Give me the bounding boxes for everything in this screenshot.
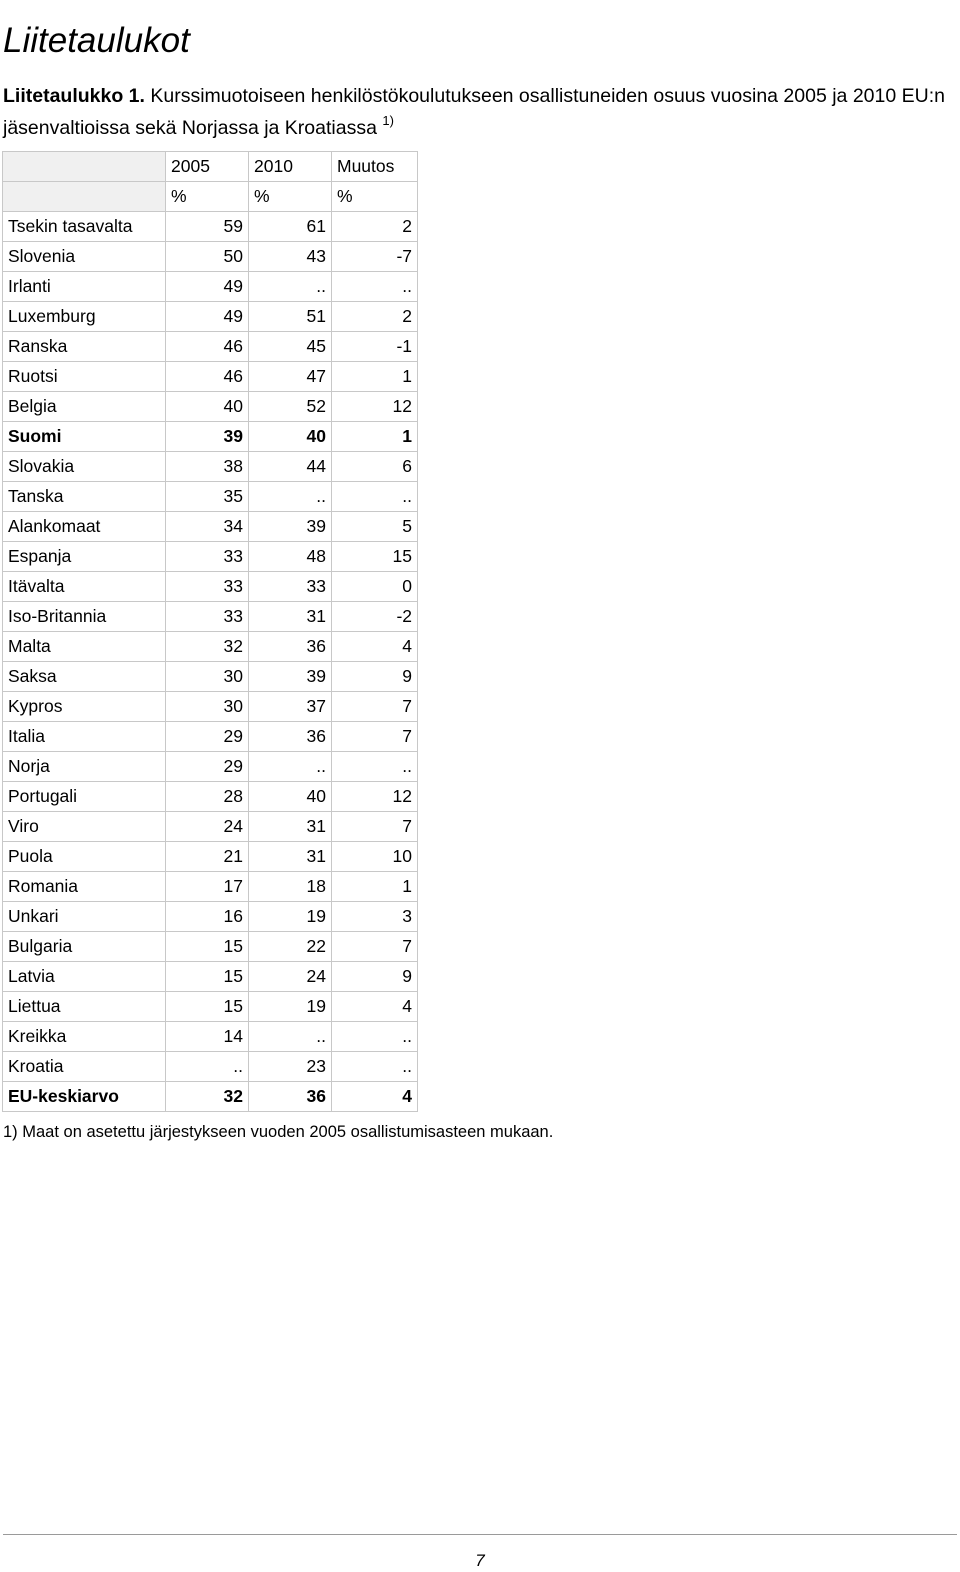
- page-footer-rule: [3, 1534, 957, 1535]
- table-row: [3, 632, 418, 662]
- country-cell: Luxemburg: [3, 302, 166, 332]
- value-2010-cell: 31: [249, 602, 332, 632]
- value-2010-cell: 37: [249, 692, 332, 722]
- table-row: [3, 602, 418, 632]
- data-table: [2, 151, 418, 1112]
- table-row: [3, 332, 418, 362]
- value-2005-cell: 49: [166, 272, 249, 302]
- value-2005-cell: 46: [166, 332, 249, 362]
- data-table-body: [3, 152, 418, 1112]
- page-number: 7: [475, 1551, 485, 1570]
- value-2010-cell: ..: [249, 752, 332, 782]
- change-cell: ..: [332, 1052, 418, 1082]
- country-cell: Tsekin tasavalta: [3, 212, 166, 242]
- value-2005-cell: 29: [166, 752, 249, 782]
- country-cell: Italia: [3, 722, 166, 752]
- country-cell: Slovakia: [3, 452, 166, 482]
- value-2005-cell: 14: [166, 1022, 249, 1052]
- change-cell: 0: [332, 572, 418, 602]
- value-2005-cell: 17: [166, 872, 249, 902]
- country-cell: Alankomaat: [3, 512, 166, 542]
- table-row: [3, 1082, 418, 1112]
- table-row: [3, 932, 418, 962]
- value-2010-cell: 31: [249, 842, 332, 872]
- country-cell: Portugali: [3, 782, 166, 812]
- change-cell: 1: [332, 872, 418, 902]
- country-cell: Malta: [3, 632, 166, 662]
- table-row: [3, 362, 418, 392]
- value-2005-cell: 49: [166, 302, 249, 332]
- change-cell: 1: [332, 362, 418, 392]
- table-row: [3, 302, 418, 332]
- value-2005-cell: 15: [166, 932, 249, 962]
- table-row: [3, 512, 418, 542]
- change-cell: 7: [332, 722, 418, 752]
- header-row-years: [3, 152, 418, 182]
- page-title: Liitetaulukot: [3, 21, 190, 61]
- value-2010-cell: 36: [249, 632, 332, 662]
- table-row: [3, 992, 418, 1022]
- change-cell: 2: [332, 302, 418, 332]
- country-cell: Iso-Britannia: [3, 602, 166, 632]
- change-cell: 12: [332, 782, 418, 812]
- country-cell: Viro: [3, 812, 166, 842]
- change-cell: -7: [332, 242, 418, 272]
- header-corner: [3, 152, 166, 182]
- change-cell: 4: [332, 992, 418, 1022]
- table-caption: [3, 80, 953, 144]
- country-cell: Itävalta: [3, 572, 166, 602]
- value-2010-cell: 48: [249, 542, 332, 572]
- country-cell: Slovenia: [3, 242, 166, 272]
- change-cell: -2: [332, 602, 418, 632]
- header-unit-2005: %: [166, 182, 249, 212]
- change-cell: 3: [332, 902, 418, 932]
- country-cell: EU-keskiarvo: [3, 1082, 166, 1112]
- table-row: [3, 872, 418, 902]
- country-cell: Unkari: [3, 902, 166, 932]
- value-2010-cell: 40: [249, 422, 332, 452]
- value-2010-cell: 47: [249, 362, 332, 392]
- change-cell: 9: [332, 962, 418, 992]
- change-cell: ..: [332, 272, 418, 302]
- value-2010-cell: 45: [249, 332, 332, 362]
- value-2005-cell: 15: [166, 992, 249, 1022]
- country-cell: Espanja: [3, 542, 166, 572]
- table-caption-lead: Liitetaulukko 1.: [3, 85, 145, 107]
- table-row: [3, 662, 418, 692]
- value-2005-cell: 32: [166, 1082, 249, 1112]
- table-caption-text: Kurssimuotoiseen henkilöstökoulutukseen osallistuneiden osuus vuosina 2005 ja 2010 EU:n jäsenvaltioissa sekä Norjassa ja Kroatiassa: [3, 85, 945, 139]
- change-cell: ..: [332, 752, 418, 782]
- header-year-2005: 2005: [166, 152, 249, 182]
- change-cell: 1: [332, 422, 418, 452]
- table-row: [3, 452, 418, 482]
- table-row: [3, 392, 418, 422]
- value-2005-cell: 33: [166, 542, 249, 572]
- change-cell: 2: [332, 212, 418, 242]
- value-2005-cell: 39: [166, 422, 249, 452]
- table-row: [3, 1052, 418, 1082]
- country-cell: Kypros: [3, 692, 166, 722]
- value-2010-cell: 36: [249, 722, 332, 752]
- change-cell: 7: [332, 932, 418, 962]
- change-cell: -1: [332, 332, 418, 362]
- table-row: [3, 692, 418, 722]
- country-cell: Bulgaria: [3, 932, 166, 962]
- change-cell: 10: [332, 842, 418, 872]
- value-2005-cell: 28: [166, 782, 249, 812]
- country-cell: Suomi: [3, 422, 166, 452]
- footnote: 1) Maat on asetettu järjestykseen vuoden 2005 osallistumisasteen mukaan.: [3, 1123, 554, 1141]
- value-2010-cell: 40: [249, 782, 332, 812]
- country-cell: Irlanti: [3, 272, 166, 302]
- country-cell: Puola: [3, 842, 166, 872]
- table-row: [3, 782, 418, 812]
- header-unit-change: %: [332, 182, 418, 212]
- table-row: [3, 212, 418, 242]
- value-2005-cell: 15: [166, 962, 249, 992]
- value-2010-cell: 33: [249, 572, 332, 602]
- value-2005-cell: 30: [166, 692, 249, 722]
- value-2005-cell: 21: [166, 842, 249, 872]
- table-row: [3, 422, 418, 452]
- value-2010-cell: 39: [249, 512, 332, 542]
- table-row: [3, 842, 418, 872]
- value-2010-cell: ..: [249, 1022, 332, 1052]
- value-2010-cell: 22: [249, 932, 332, 962]
- value-2010-cell: 36: [249, 1082, 332, 1112]
- country-cell: Tanska: [3, 482, 166, 512]
- change-cell: ..: [332, 1022, 418, 1052]
- value-2005-cell: 29: [166, 722, 249, 752]
- value-2005-cell: 30: [166, 662, 249, 692]
- value-2010-cell: 44: [249, 452, 332, 482]
- value-2010-cell: 31: [249, 812, 332, 842]
- table-row: [3, 722, 418, 752]
- value-2005-cell: 50: [166, 242, 249, 272]
- value-2005-cell: ..: [166, 1052, 249, 1082]
- table-row: [3, 812, 418, 842]
- header-corner-units: [3, 182, 166, 212]
- value-2010-cell: 23: [249, 1052, 332, 1082]
- change-cell: 4: [332, 1082, 418, 1112]
- country-cell: Belgia: [3, 392, 166, 422]
- country-cell: Kreikka: [3, 1022, 166, 1052]
- value-2010-cell: 19: [249, 902, 332, 932]
- header-year-2010: 2010: [249, 152, 332, 182]
- footnote-reference: 1): [382, 113, 394, 128]
- table-row: [3, 1022, 418, 1052]
- value-2010-cell: 18: [249, 872, 332, 902]
- header-unit-2010: %: [249, 182, 332, 212]
- value-2010-cell: 51: [249, 302, 332, 332]
- value-2010-cell: 61: [249, 212, 332, 242]
- value-2010-cell: 39: [249, 662, 332, 692]
- country-cell: Liettua: [3, 992, 166, 1022]
- value-2005-cell: 40: [166, 392, 249, 422]
- value-2010-cell: ..: [249, 482, 332, 512]
- value-2010-cell: 43: [249, 242, 332, 272]
- header-change: Muutos: [332, 152, 418, 182]
- value-2005-cell: 33: [166, 572, 249, 602]
- value-2005-cell: 59: [166, 212, 249, 242]
- change-cell: 4: [332, 632, 418, 662]
- change-cell: 5: [332, 512, 418, 542]
- value-2005-cell: 34: [166, 512, 249, 542]
- value-2005-cell: 33: [166, 602, 249, 632]
- country-cell: Ranska: [3, 332, 166, 362]
- change-cell: 12: [332, 392, 418, 422]
- value-2010-cell: ..: [249, 272, 332, 302]
- country-cell: Romania: [3, 872, 166, 902]
- header-row-units: [3, 182, 418, 212]
- value-2005-cell: 32: [166, 632, 249, 662]
- table-row: [3, 902, 418, 932]
- table-row: [3, 572, 418, 602]
- table-row: [3, 482, 418, 512]
- change-cell: 6: [332, 452, 418, 482]
- table-row: [3, 962, 418, 992]
- country-cell: Kroatia: [3, 1052, 166, 1082]
- value-2010-cell: 19: [249, 992, 332, 1022]
- value-2010-cell: 24: [249, 962, 332, 992]
- value-2005-cell: 16: [166, 902, 249, 932]
- table-row: [3, 272, 418, 302]
- change-cell: 9: [332, 662, 418, 692]
- value-2005-cell: 24: [166, 812, 249, 842]
- value-2005-cell: 46: [166, 362, 249, 392]
- table-row: [3, 542, 418, 572]
- country-cell: Latvia: [3, 962, 166, 992]
- change-cell: 7: [332, 692, 418, 722]
- country-cell: Ruotsi: [3, 362, 166, 392]
- country-cell: Saksa: [3, 662, 166, 692]
- change-cell: ..: [332, 482, 418, 512]
- value-2005-cell: 35: [166, 482, 249, 512]
- table-row: [3, 752, 418, 782]
- country-cell: Norja: [3, 752, 166, 782]
- value-2005-cell: 38: [166, 452, 249, 482]
- table-row: [3, 242, 418, 272]
- value-2010-cell: 52: [249, 392, 332, 422]
- change-cell: 7: [332, 812, 418, 842]
- change-cell: 15: [332, 542, 418, 572]
